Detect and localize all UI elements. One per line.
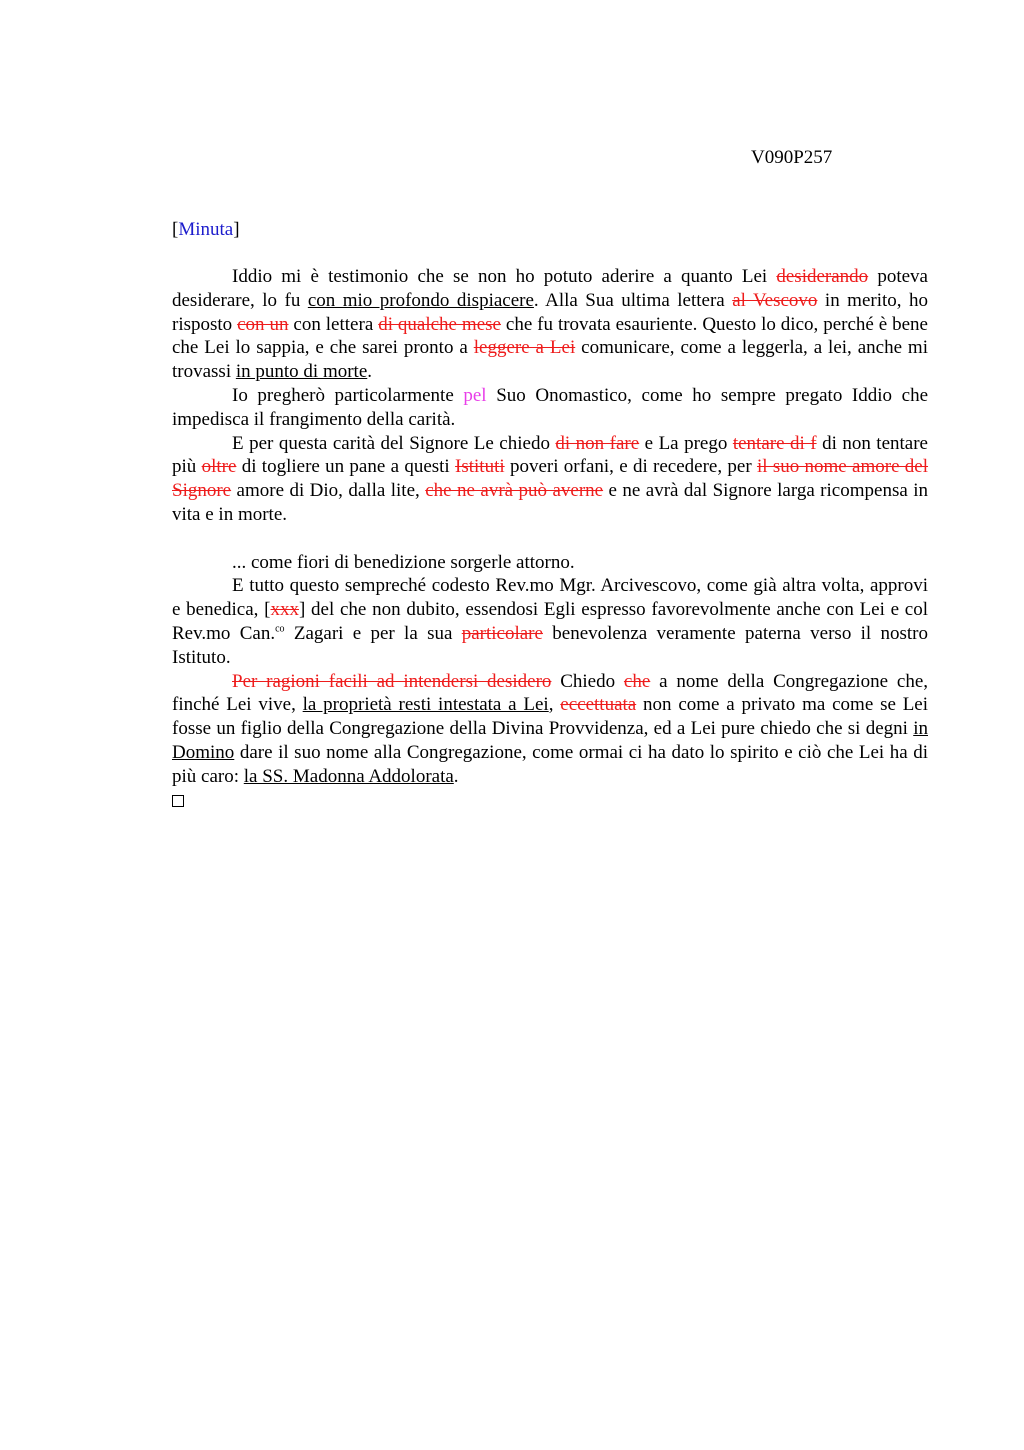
paragraph-gap — [172, 527, 928, 551]
text-run: di non tentare più — [172, 432, 928, 478]
text-run: non come a privato ma come se Lei fosse un figlio della Congregazione della Divina Provvidenza, ed a Lei pure chiedo che si degni — [172, 694, 929, 740]
deleted-text: Per ragioni facili ad intendersi desidero — [232, 670, 552, 692]
deleted-text: che — [623, 670, 651, 692]
text-run: di togliere un pane a questi — [236, 456, 456, 478]
deleted-text: tentare di f — [732, 432, 817, 454]
deleted-text: che ne avrà può averne — [425, 480, 604, 502]
deleted-text: desiderando — [776, 266, 869, 287]
paragraph — [172, 670, 928, 789]
text-run: e La prego — [639, 432, 733, 454]
text-run: E per questa carità del Signore Le chiedo — [232, 432, 556, 454]
deleted-text: di qualche mese — [378, 313, 501, 335]
letter-body — [172, 265, 928, 807]
underlined-text: in Domino — [172, 718, 928, 763]
text-run: benevolenza veramente paterna verso il nostro Istituto. — [172, 622, 928, 668]
text-run: . Alla Sua ultima lettera — [533, 289, 733, 311]
deleted-text: il suo nome amore del Signore — [172, 456, 929, 502]
page-id: V090P257 — [751, 147, 833, 168]
underlined-text: la SS. Madonna Addolorata — [243, 765, 454, 787]
text-run: ] del che non dubito, essendosi Egli espresso favorevolmente anche con Lei e col Rev.mo Can. — [172, 599, 928, 644]
inserted-text: pel — [463, 384, 487, 406]
paragraph — [172, 384, 928, 432]
text-run: , — [548, 694, 561, 716]
text-run: Iddio mi è testimonio che se non ho potuto aderire a quanto Lei — [232, 266, 777, 287]
label-text: Minuta — [178, 219, 234, 240]
deleted-text: eccettuata — [560, 694, 637, 716]
text-run: dare il suo nome alla Congregazione, come ormai ci ha dato lo spirito e ciò che Lei ha di più caro: — [172, 741, 928, 787]
text-run: a nome della Congregazione che, finché Lei vive, — [172, 670, 929, 716]
deleted-text: di non fare — [555, 432, 640, 454]
text-run: . — [367, 361, 373, 383]
text-run: e ne avrà dal Signore larga ricompensa in vita e in morte. — [172, 480, 928, 525]
underlined-text: con mio profondo dispiacere — [307, 289, 534, 311]
deleted-text: Istituti — [455, 456, 505, 478]
end-square-icon — [172, 795, 184, 807]
text-run: con lettera — [288, 313, 379, 335]
deleted-text: oltre — [201, 456, 237, 478]
text-run: amore di Dio, dalla lite, — [231, 480, 426, 502]
text-run: E tutto questo sempreché codesto Rev.mo Mgr. Arcivescovo, come già altra volta, approvi e benedica, [ — [172, 575, 928, 621]
underlined-text: la proprietà resti intestata a Lei — [302, 694, 549, 716]
text-run: che fu trovata esauriente. Questo lo dico, perché è bene che Lei lo sappia, e che sarei pronto a — [172, 313, 928, 359]
text-run: poveri orfani, e di recedere, per — [504, 456, 757, 478]
deleted-text: xxx — [270, 599, 299, 621]
deleted-text: leggere a Lei — [473, 337, 576, 359]
paragraph — [172, 551, 928, 575]
paragraph — [172, 265, 928, 384]
superscript-text: co — [275, 623, 285, 635]
label-open-bracket: [ — [172, 219, 179, 240]
underlined-text: in punto di morte — [235, 361, 368, 383]
text-run: comunicare, come a leggerla, a lei, anche mi trovassi — [172, 337, 928, 383]
text-run: Io pregherò particolarmente — [232, 384, 464, 406]
text-run: . — [453, 765, 459, 787]
text-run: ... come fiori di benedizione sorgerle attorno. — [232, 551, 575, 573]
paragraph — [172, 574, 928, 669]
text-run: poteva desiderare, lo fu — [172, 266, 928, 311]
text-run: Chiedo — [551, 670, 624, 692]
deleted-text: particolare — [461, 622, 543, 644]
text-run: in merito, ho risposto — [172, 289, 928, 335]
deleted-text: con un — [237, 313, 289, 335]
deleted-text: al Vescovo — [732, 289, 818, 311]
paragraph — [172, 432, 928, 527]
document-label — [172, 218, 240, 242]
text-run: Suo Onomastico, come ho sempre pregato Iddio che impedisca il frangimento della carità. — [172, 384, 929, 430]
text-run: Zagari e per la sua — [284, 622, 462, 644]
label-close-bracket: ] — [233, 219, 240, 240]
